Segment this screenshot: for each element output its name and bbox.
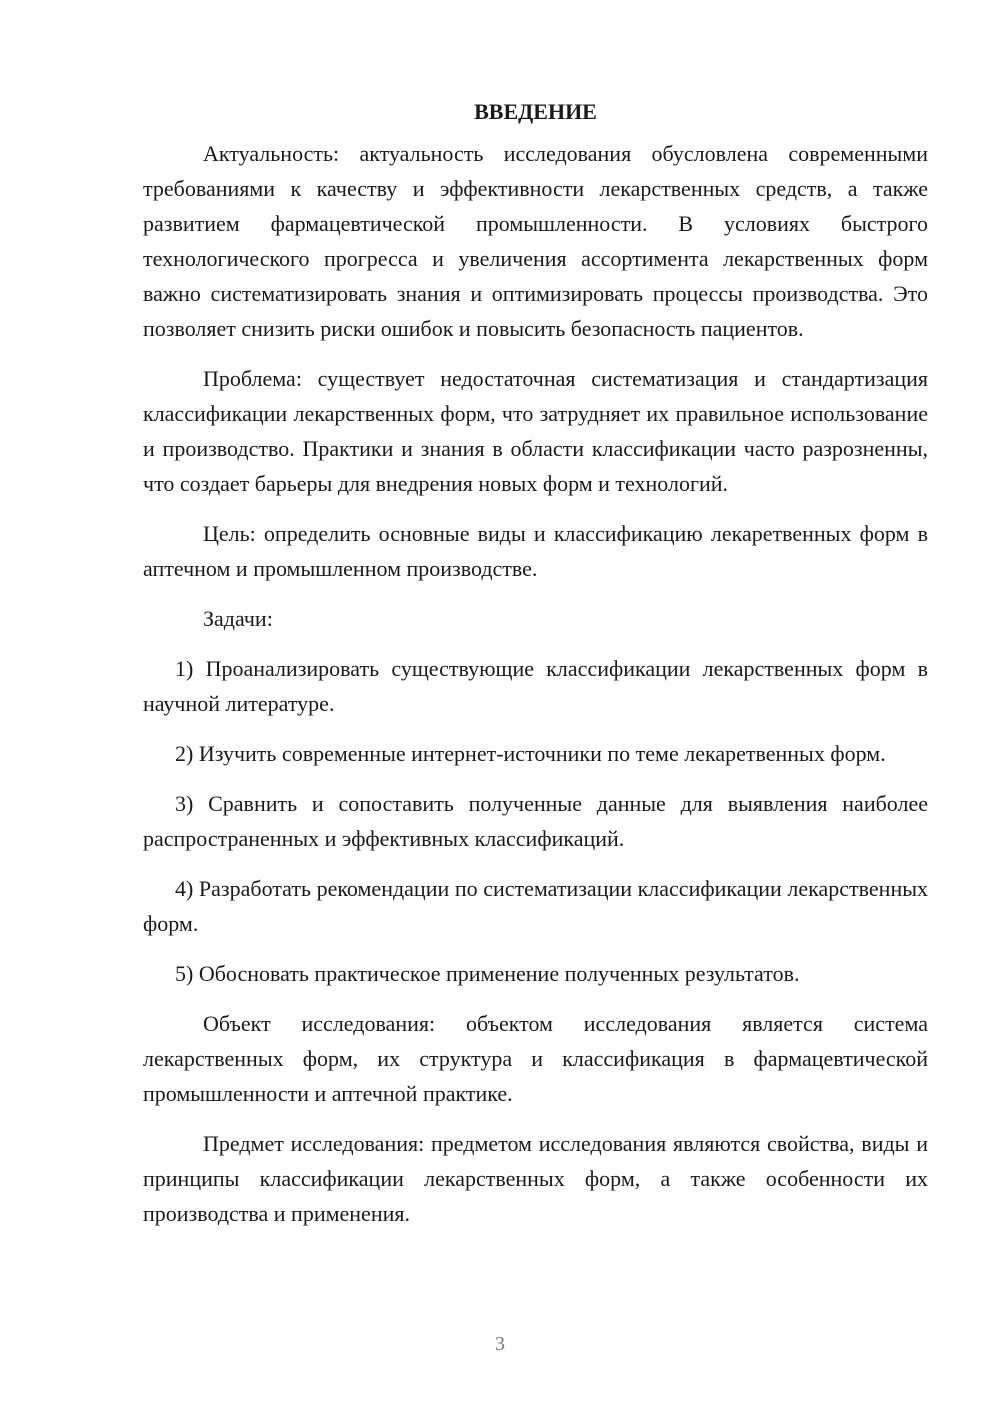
goal-paragraph: Цель: определить основные виды и классификацию лекаретвенных форм в аптечном и промышленном производстве. [143, 521, 928, 581]
task-item: 2) Изучить современные интернет-источники по теме лекаретвенных форм. [175, 741, 886, 766]
task-item: 1) Проанализировать существующие классификации лекарственных форм в научной литературе. [143, 656, 928, 716]
page-title: ВВЕДЕНИЕ [474, 99, 597, 124]
task-item: 4) Разработать рекомендации по систематизации классификации лекарственных форм. [143, 876, 928, 936]
tasks-heading: Задачи: [203, 606, 273, 631]
relevance-paragraph: Актуальность: актуальность исследования обусловлена современными требованиями к качеству и эффективности лекарственных средств, а также развитием фармацевтической промышленности. В условиях быстрого технологического прогресса и увеличения ассортимента лекарственных форм важно систематизировать знания и оптимизировать процессы производства. Это позволяет снизить риски ошибок и повысить безопасность пациентов. [143, 141, 928, 341]
task-item: 5) Обосновать практическое применение полученных результатов. [175, 961, 800, 986]
page-number: 3 [495, 1333, 505, 1355]
document-page [143, 94, 928, 1231]
task-item: 3) Сравнить и сопоставить полученные данные для выявления наиболее распространенных и эффективных классификаций. [143, 791, 928, 851]
object-paragraph: Объект исследования: объектом исследования является система лекарственных форм, их структура и классификация в фармацевтической промышленности и аптечной практике. [143, 1011, 928, 1106]
problem-paragraph: Проблема: существует недостаточная систематизация и стандартизация классификации лекарственных форм, что затрудняет их правильное использование и производство. Практики и знания в области классификации часто разрозненны, что создает барьеры для внедрения новых форм и технологий. [143, 366, 928, 496]
subject-paragraph: Предмет исследования: предметом исследования являются свойства, виды и принципы классификации лекарственных форм, а также особенности их производства и применения. [143, 1131, 928, 1226]
